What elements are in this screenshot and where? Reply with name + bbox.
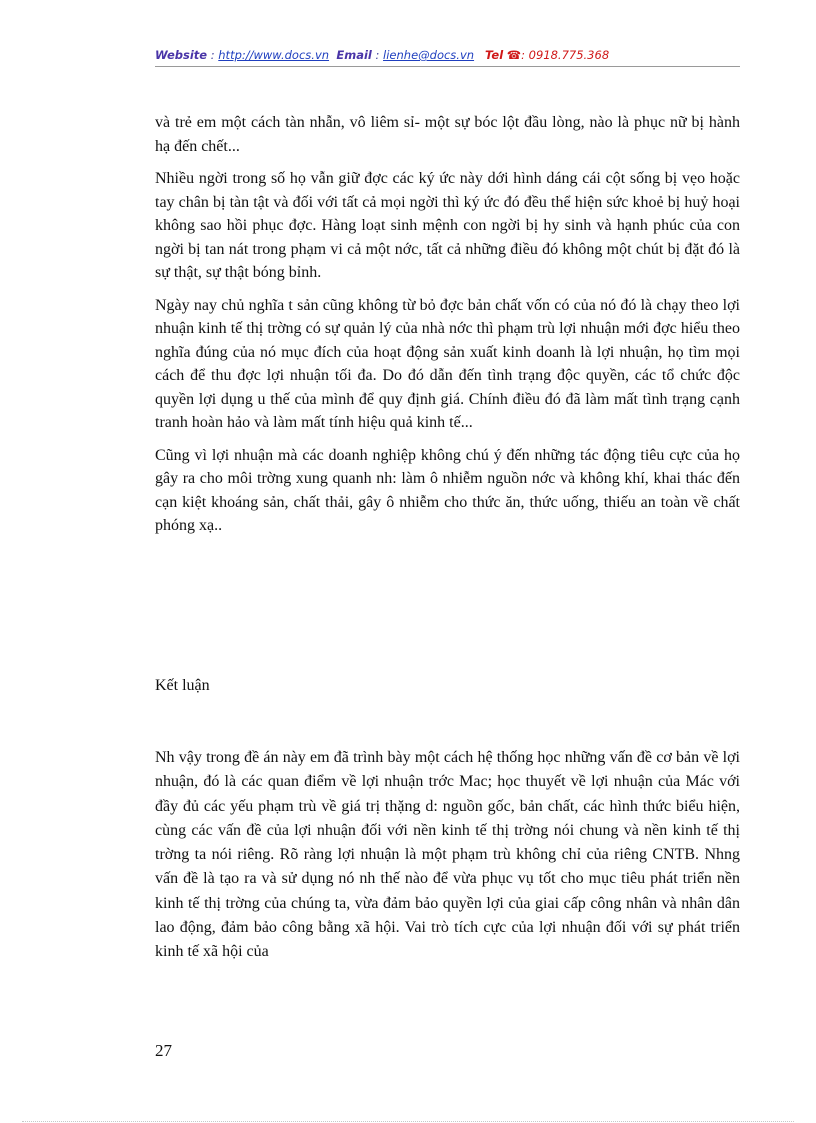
tel-label: Tel <box>485 48 504 62</box>
paragraph: Nhiều ngời trong số họ vẫn giữ đợc các ký ức này dới hình dáng cái cột sống bị vẹo hoặc tay chân bị tàn tật và đối với tất cả mọi ngời thì ký ức đó đều thể hiện sức khoẻ bị huỷ hoại không sao hồi phục đợc. Hàng loạt sinh mệnh con ngời bị hy sinh và hạnh phúc của con ngời bị tan nát trong phạm vi cả một nớc, tất cả những điều đó không một chút bị đặt đó là sự thật, sự thật bóng bỉnh. <box>155 170 740 281</box>
email-label: Email <box>336 48 372 62</box>
email-separator: : <box>371 48 384 62</box>
tel-number: : 0918.775.368 <box>521 48 610 62</box>
paragraph: Cũng vì lợi nhuận mà các doanh nghiệp không chú ý đến những tác động tiêu cực của họ gây ra cho môi trờng xung quanh nh: làm ô nhiễm nguồn nớc và không khí, khai thác đến cạn kiệt khoáng sản, chất thải, gây ô nhiễm cho thức ăn, thức uống, thiếu an toàn về chất phóng xạ.. <box>155 446 740 534</box>
paragraph: Nh vậy trong đề án này em đã trình bày một cách hệ thống học những vấn đề cơ bản về lợi nhuận, đó là các quan điểm về lợi nhuận trớc Mac; học thuyết về lợi nhuận của Mác với đầy đủ các yếu phạm trù về giá trị thặng d: nguồn gốc, bản chất, các hình thức biểu hiện, cùng các vấn đề của lợi nhuận đối với nền kinh tế thị trờng nói chung và nền kinh tế thị trờng ta nói riêng. Rõ ràng lợi nhuận là một phạm trù không chỉ của riêng CNTB. Nhng vấn đề là tạo ra và sử dụng nó nh thế nào để vừa phục vụ tốt cho mục tiêu phát triển nền kinh tế thị trờng của chúng ta, vừa đảm bảo quyền lợi của giai cấp công nhân và nhân dân lao động, đảm bảo công bằng xã hội. Vai trò tích cực của lợi nhuận đối với sự phát triển kinh tế xã hội của <box>155 749 740 961</box>
section-heading: Kết luận <box>155 677 210 694</box>
website-link[interactable]: http://www.docs.vn <box>218 48 330 62</box>
page-number: 27 <box>155 1041 172 1060</box>
header-divider <box>155 66 740 67</box>
phone-icon: ☎ <box>506 48 522 62</box>
page-header <box>155 48 740 62</box>
website-label: Website <box>155 48 208 62</box>
email-link[interactable]: lienhe@docs.vn <box>383 48 475 62</box>
conclusion-text <box>155 746 740 965</box>
paragraph: và trẻ em một cách tàn nhẫn, vô liêm sỉ- một sự bóc lột đầu lòng, nào là phục nữ bị hành hạ đến chết... <box>155 114 740 155</box>
body-text <box>155 111 740 547</box>
paragraph: Ngày nay chủ nghĩa t sản cũng không từ bỏ đợc bản chất vốn có của nó đó là chạy theo lợi nhuận kinh tế thị trờng có sự quản lý của nhà nớc thì phạm trù lợi nhuận mới đợc hiểu theo nghĩa đúng của nó mục đích của hoạt động sản xuất kinh doanh là lợi nhuận, họ tìm mọi cách để thu đợc lợi nhuận tối đa. Do đó dẫn đến tình trạng độc quyền, các tổ chức độc quyền lợi dụng u thế của mình để quy định giá. Chính điều đó đã làm mất tình trạng cạnh tranh hoàn hảo và làm mất tính hiệu quả kinh tế... <box>155 296 740 431</box>
page-bottom-border <box>22 1121 794 1122</box>
website-separator: : <box>207 48 219 62</box>
